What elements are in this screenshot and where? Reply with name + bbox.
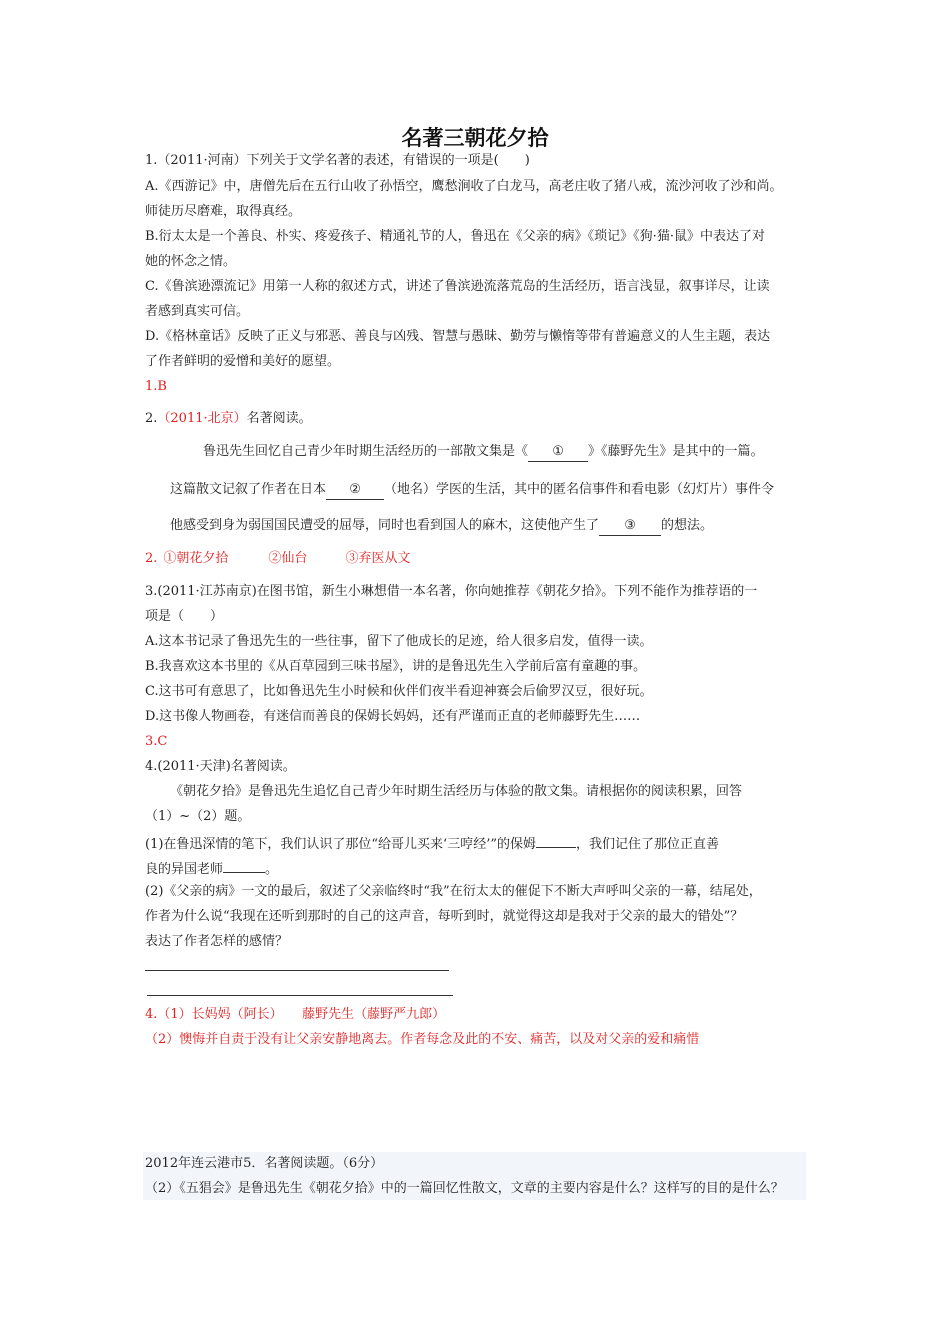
q1-option-c-line1: C.《鲁滨逊漂流记》用第一人称的叙述方式，讲述了鲁滨逊流落荒岛的生活经历，语言浅显，叙事详尽，让读 (145, 279, 770, 294)
q4-answer-2: （2）懊悔并自责于没有让父亲安静地离去。作者每念及此的不安、痛苦，以及对父亲的爱和痛惜 (145, 1032, 700, 1047)
q2-passage-text: 鲁迅先生回忆自己青少年时期生活经历的一部散文集是《 (203, 444, 529, 459)
q4-sub1-line1 (145, 833, 719, 854)
q4-sub1-text: ，我们记住了那位正直善 (575, 837, 719, 852)
q2-answer-1: ①朝花夕拾 (163, 551, 229, 566)
q4-sub2-line2: 作者为什么说“我现在还听到那时的自己的这声音，每听到时，就觉得这却是我对于父亲的最大的错处”？ (145, 909, 744, 924)
q4-sub1-text: 。 (265, 862, 279, 877)
q3-option-b: B.我喜欢这本书里的《从百草园到三味书屋》，讲的是鲁迅先生入学前后富有童趣的事。 (145, 659, 647, 674)
q2-answer-2: ②仙台 (268, 551, 308, 566)
q2-stem: 名著阅读。 (246, 411, 312, 426)
q2-blank-2: ② (326, 481, 384, 500)
q2-number: 2. (145, 411, 158, 426)
q4-blank-2[interactable] (223, 858, 265, 873)
q3-answer: 3.C (145, 734, 168, 749)
q4-stem: 4.(2011·天津)名著阅读。 (145, 759, 296, 774)
q1-option-b-line1: B.衍太太是一个善良、朴实、疼爱孩子、精通礼节的人，鲁迅在《父亲的病》《琐记》《狗·猫·鼠》中表达了对 (145, 229, 765, 244)
q4-sub2-line1: (2)《父亲的病》一文的最后，叙述了父亲临终时“我”在衍太太的催促下不断大声呼叫父亲的一幕，结尾处， (145, 884, 762, 899)
q2-passage-line3 (170, 517, 713, 536)
answer-line-1[interactable] (145, 970, 449, 971)
q4-sub1-line2 (145, 858, 278, 879)
answer-line-2[interactable] (147, 995, 453, 996)
q3-option-c: C.这书可有意思了，比如鲁迅先生小时候和伙伴们夜半看迎神赛会后偷罗汉豆，很好玩。 (145, 684, 653, 699)
q2-passage-line2 (170, 481, 774, 500)
q1-option-a-line1: A.《西游记》中，唐僧先后在五行山收了孙悟空，鹰愁涧收了白龙马，高老庄收了猪八戒，流沙河收了沙和尚。 (145, 179, 783, 194)
q1-option-d-line1: D.《格林童话》反映了正义与邪恶、善良与凶残、智慧与愚昧、勤劳与懒惰等带有普遍意义的人生主题，表达 (145, 329, 771, 344)
q2-passage-text: （地名）学医的生活，其中的匿名信事件和看电影（幻灯片）事件令 (384, 482, 775, 497)
q2-blank-1: ① (528, 443, 588, 462)
q2-answer (145, 550, 410, 568)
q2-passage-text: 他感受到身为弱国国民遭受的屈辱，同时也看到国人的麻木，这使他产生了 (170, 518, 600, 533)
q2-passage-text: 》《藤野先生》是其中的一篇。 (588, 444, 764, 459)
q1-option-d-line2: 了作者鲜明的爱憎和美好的愿望。 (145, 354, 341, 369)
q4-sub1-text: (1)在鲁迅深情的笔下，我们认识了那位“给哥儿买来‘三哼经’”的保姆 (145, 837, 536, 852)
q1-stem: 1.（2011·河南）下列关于文学名著的表述，有错误的一项是( ) (145, 153, 530, 168)
q4-intro-line2: （1）~（2）题。 (145, 809, 251, 824)
q4-intro-line1: 《朝花夕拾》是鲁迅先生追忆自己青少年时期生活经历与体验的散文集。请根据你的阅读积累，回答 (170, 784, 743, 799)
q2-passage-text: 这篇散文记叙了作者在日本 (170, 482, 327, 497)
q2-answer-3: ③弃医从文 (345, 551, 411, 566)
q2-blank-3: ③ (599, 517, 661, 536)
q2-passage-text: 的想法。 (661, 518, 714, 533)
q4-answer-1: 4.（1）长妈妈（阿长） 藤野先生（藤野严九郎） (145, 1007, 446, 1022)
q1-answer: 1.B (145, 379, 167, 394)
q3-option-a: A.这本书记录了鲁迅先生的一些往事，留下了他成长的足迹，给人很多启发，值得一读。 (145, 634, 653, 649)
q3-stem-line1: 3.(2011·江苏南京)在图书馆，新生小琳想借一本名著，你向她推荐《朝花夕拾》。下列不能作为推荐语的一 (145, 584, 758, 599)
page-title: 名著三朝花夕拾 (401, 125, 549, 150)
q5-stem: 2012年连云港市5．名著阅读题。（6分） (145, 1156, 384, 1171)
q3-stem-line2: 项是（ ） (145, 609, 224, 624)
q5-sub2: （2）《五猖会》是鲁迅先生《朝花夕拾》中的一篇回忆性散文，文章的主要内容是什么？这样写的目的是什么？ (145, 1181, 784, 1196)
q3-option-d: D.这书像人物画卷，有迷信而善良的保姆长妈妈，还有严谨而正直的老师藤野先生…… (145, 709, 641, 724)
q4-sub1-text: 良的异国老师 (145, 862, 224, 877)
q1-option-c-line2: 者感到真实可信。 (145, 304, 250, 319)
q2-answer-number: 2. (145, 551, 158, 566)
q2-source: （2011·北京） (157, 411, 247, 426)
q1-option-b-line2: 她的怀念之情。 (145, 254, 237, 269)
q4-sub2-line3: 表达了作者怎样的感情？ (145, 934, 289, 949)
q2-stem-line (145, 410, 312, 428)
q1-option-a-line2: 师徒历尽磨难，取得真经。 (145, 204, 302, 219)
q4-blank-1[interactable] (536, 833, 576, 848)
q2-passage-line1 (203, 443, 764, 462)
